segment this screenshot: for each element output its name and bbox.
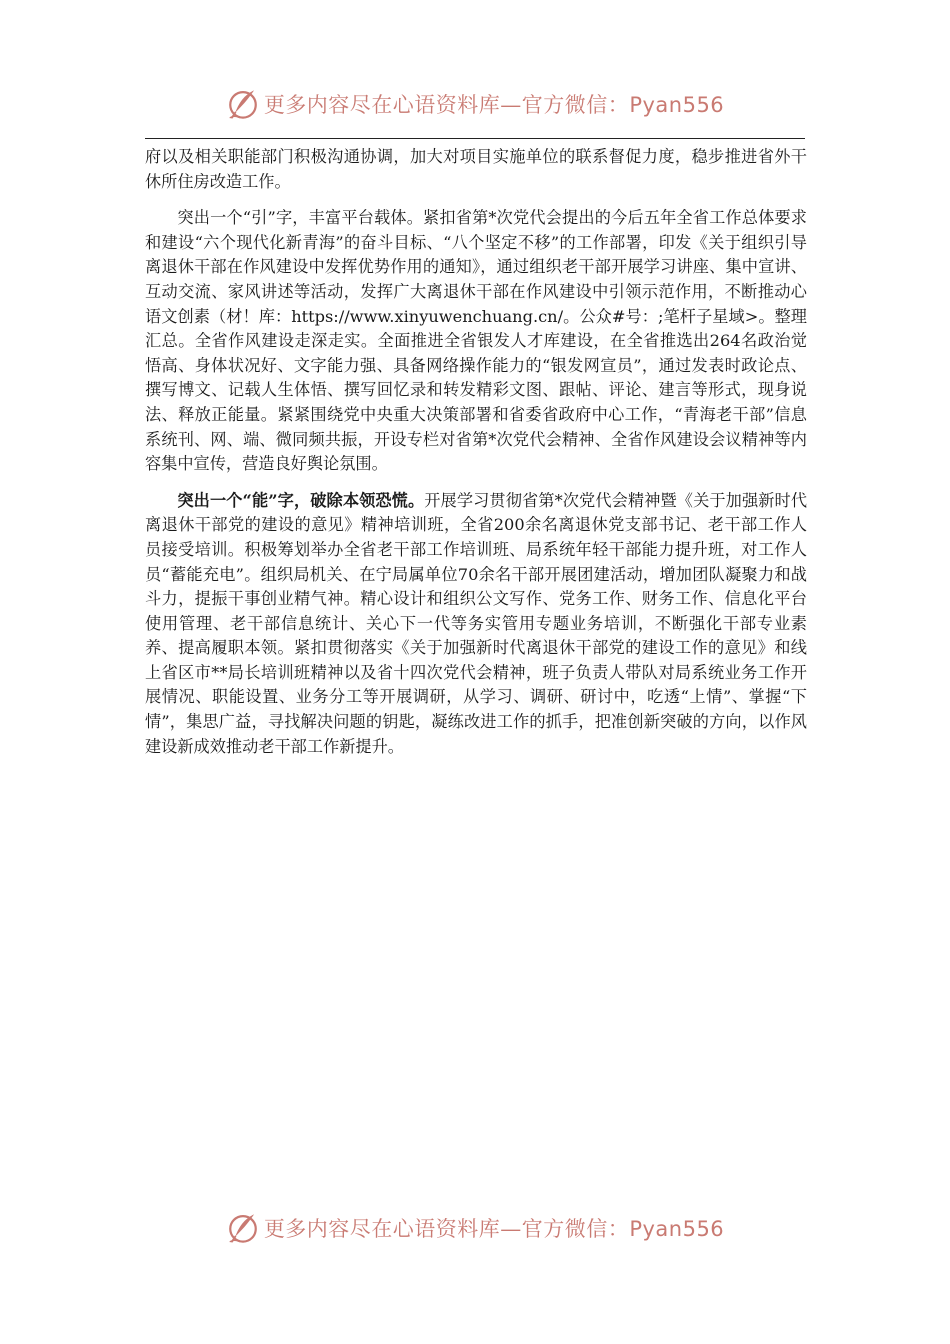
- footer-banner: [0, 1208, 950, 1248]
- feather-quill-logo-icon: [226, 87, 260, 121]
- feather-quill-logo-icon: [226, 1211, 260, 1245]
- header-banner-text: 更多内容尽在心语资料库—官方微信：Pyan556: [263, 93, 725, 117]
- paragraph-neng-heading: 突出一个“能”字，破除本领恐慌。: [177, 490, 425, 510]
- document-body: [145, 145, 807, 771]
- header-divider: [145, 138, 805, 139]
- paragraph-continuation: 府以及相关职能部门积极沟通协调，加大对项目实施单位的联系督促力度，稳步推进省外干休所住房改造工作。: [145, 147, 807, 191]
- paragraph-neng: [145, 489, 807, 760]
- paragraph-yin: 突出一个“引”字，丰富平台载体。紧扣省第*次党代会提出的今后五年全省工作总体要求和建设“六个现代化新青海”的奋斗目标、“八个坚定不移”的工作部署，印发《关于组织引导离退休干部在作风建设中发挥优势作用的通知》，通过组织老干部开展学习讲座、集中宣讲、互动交流、家风讲述等活动，发挥广大离退休干部在作风建设中引领示范作用，不断推动心语文创素（材！库：https://www.xinyuwenchuang.cn/。公众#号：;笔杆子星域>。整理汇总。全省作风建设走深走实。全面推进全省银发人才库建设，在全省推选出264名政治觉悟高、身体状况好、文字能力强、具备网络操作能力的“银发网宣员”，通过发表时政论点、撰写博文、记载人生体悟、撰写回忆录和转发精彩文图、跟帖、评论、建言等形式，现身说法、释放正能量。紧紧围绕党中央重大决策部署和省委省政府中心工作，“青海老干部”信息系统刊、网、端、微同频共振，开设专栏对省第*次党代会精神、全省作风建设会议精神等内容集中宣传，营造良好舆论氛围。: [145, 208, 807, 474]
- header-banner: [0, 84, 950, 124]
- paragraph-neng-body: 开展学习贯彻省第*次党代会精神暨《关于加强新时代离退休干部党的建设的意见》精神培训班，全省200余名离退休党支部书记、老干部工作人员接受培训。积极筹划举办全省老干部工作培训班、局系统年轻干部能力提升班，对工作人员“蓄能充电”。组织局机关、在宁局属单位70余名干部开展团建活动，增加团队凝聚力和战斗力，提振干事创业精气神。精心设计和组织公文写作、党务工作、财务工作、信息化平台使用管理、老干部信息统计、关心下一代等务实管用专题业务培训，不断强化干部专业素养、提高履职本领。紧扣贯彻落实《关于加强新时代离退休干部党的建设工作的意见》和线上省区市**局长培训班精神以及省十四次党代会精神，班子负责人带队对局系统业务工作开展情况、职能设置、业务分工等开展调研，从学习、调研、研讨中，吃透“上情”、掌握“下情”，集思广益，寻找解决问题的钥匙，凝练改进工作的抓手，把准创新突破的方向，以作风建设新成效推动老干部工作新提升。: [145, 490, 808, 756]
- footer-banner-text: 更多内容尽在心语资料库—官方微信：Pyan556: [263, 1217, 725, 1241]
